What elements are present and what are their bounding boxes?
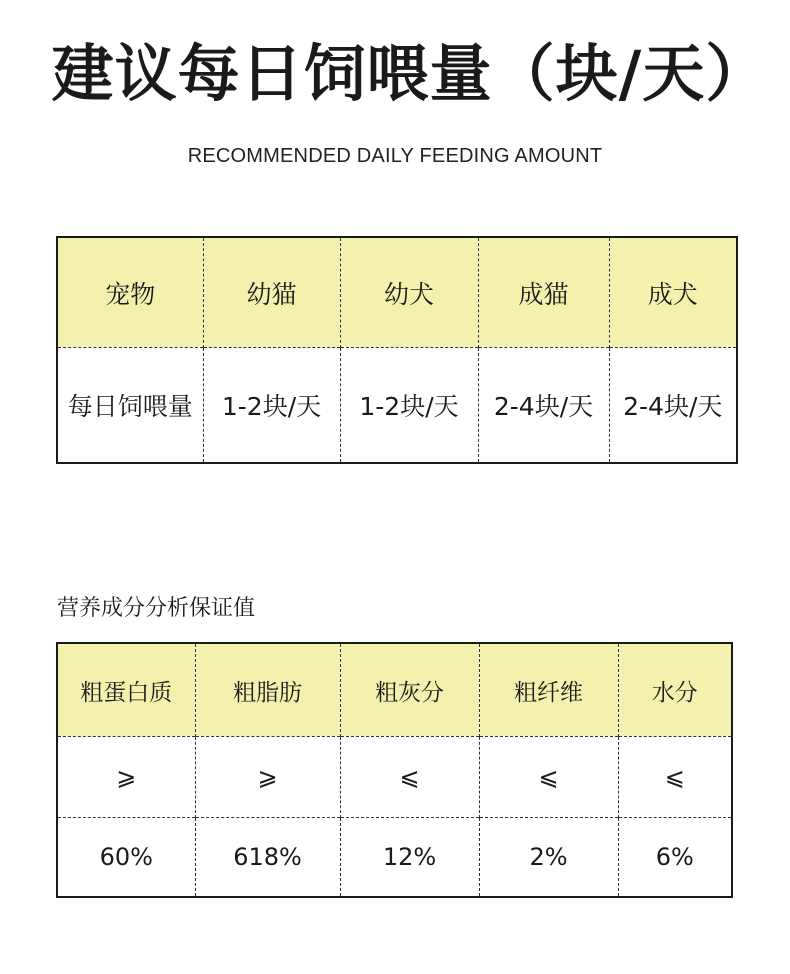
page-subtitle: RECOMMENDED DAILY FEEDING AMOUNT [187,145,603,167]
nutrition-value-row [57,818,732,898]
value-cell-crude-fiber: 2% [479,818,618,898]
amount-cell-adult-dog: 2-4块/天 [609,348,737,464]
feeding-header-row [57,237,737,348]
symbol-cell-crude-protein: ⩾ [57,737,195,818]
symbol-cell-crude-fat: ⩾ [195,737,340,818]
row-label-daily-amount: 每日饲喂量 [57,348,203,464]
header-cell-crude-protein: 粗蛋白质 [57,643,195,737]
symbol-cell-crude-ash: ⩽ [340,737,479,818]
header-cell-kitten: 幼猫 [203,237,340,348]
nutrition-symbol-row [57,737,732,818]
header-cell-crude-fat: 粗脂肪 [195,643,340,737]
nutrition-table [56,642,733,898]
header-cell-crude-fiber: 粗纤维 [479,643,618,737]
header-cell-pet: 宠物 [57,237,203,348]
nutrition-header-row [57,643,732,737]
value-cell-crude-protein: 60% [57,818,195,898]
symbol-cell-moisture: ⩽ [618,737,732,818]
amount-cell-puppy: 1-2块/天 [340,348,478,464]
value-cell-crude-fat: 618% [195,818,340,898]
header-cell-adult-cat: 成猫 [478,237,609,348]
value-cell-moisture: 6% [618,818,732,898]
header-cell-crude-ash: 粗灰分 [340,643,479,737]
amount-cell-kitten: 1-2块/天 [203,348,340,464]
header-cell-moisture: 水分 [618,643,732,737]
feeding-amount-row [57,348,737,464]
value-cell-crude-ash: 12% [340,818,479,898]
nutrition-section-label: 营养成分分析保证值 [57,596,256,621]
feeding-table [56,236,738,464]
symbol-cell-crude-fiber: ⩽ [479,737,618,818]
page-title: 建议每日饲喂量（块/天） [51,37,769,110]
header-cell-adult-dog: 成犬 [609,237,737,348]
amount-cell-adult-cat: 2-4块/天 [478,348,609,464]
header-cell-puppy: 幼犬 [340,237,478,348]
